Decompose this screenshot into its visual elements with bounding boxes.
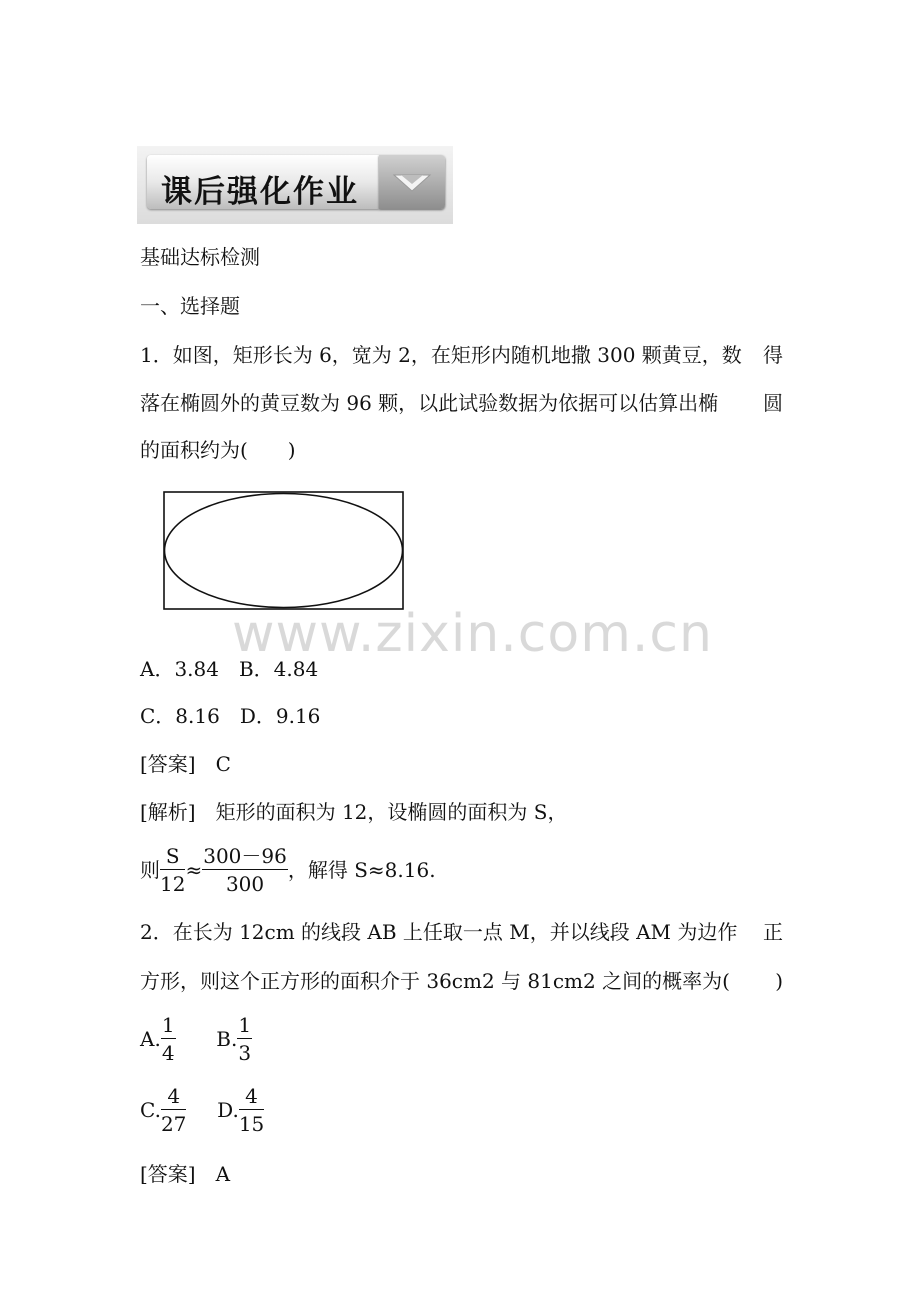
q2-line-1: [140, 920, 783, 944]
fraction-denominator: 27: [160, 1112, 187, 1136]
option-b-label: B.: [216, 1027, 238, 1051]
q1-line-1-end: 得: [763, 343, 783, 367]
q1-options-row-1: A．3.84 B．4.84: [140, 657, 319, 681]
option-a-fraction: [161, 1014, 176, 1064]
q2-line-1-text: 2．在长为 12cm 的线段 AB 上任取一点 M，并以线段 AM 为边作: [140, 920, 738, 944]
banner-title-plate: [147, 155, 379, 209]
q1-analysis: [解析] 矩形的面积为 12，设椭圆的面积为 S，: [140, 800, 568, 824]
banner-title: 课后强化作业: [161, 174, 359, 210]
fraction-numerator: 1: [161, 1013, 175, 1037]
section-heading: 基础达标检测: [140, 245, 260, 269]
option-c-fraction: [161, 1085, 186, 1135]
figure-ellipse: [165, 494, 403, 608]
fraction-s-over-12: [160, 845, 185, 895]
q1-line-2: [140, 391, 783, 415]
section-subheading: 一、选择题: [140, 294, 240, 318]
fraction-numerator: 1: [238, 1013, 252, 1037]
fraction-numerator: S: [160, 845, 185, 870]
fraction-204-over-300: [202, 845, 288, 895]
option-d-label: D.: [217, 1098, 239, 1122]
fraction-denominator: 300: [225, 872, 265, 896]
approx-sign: ≈: [185, 858, 203, 882]
fraction-numerator: 4: [239, 1085, 264, 1110]
q2-options-row-1: [140, 1014, 252, 1064]
q1-formula: [140, 845, 436, 895]
formula-suffix: ，解得 S≈8.16.: [287, 858, 436, 882]
q2-options-row-2: [140, 1085, 264, 1135]
chevron-down-icon: [392, 171, 432, 195]
watermark: www.zixin.com.cn: [232, 604, 713, 664]
fraction-denominator: 15: [238, 1112, 265, 1136]
fraction-denominator: 4: [161, 1041, 175, 1065]
q1-line-2-end: 圆: [763, 391, 783, 415]
banner-arrow-box: [379, 155, 445, 209]
section-banner: [137, 146, 453, 224]
q1-options-row-2: C．8.16 D．9.16: [140, 704, 321, 728]
option-c-label: C.: [140, 1098, 161, 1122]
q1-line-2-text: 落在椭圆外的黄豆数为 96 颗，以此试验数据为依据可以估算出椭: [140, 391, 719, 415]
option-d-fraction: [239, 1085, 264, 1135]
rectangle-ellipse-figure: [162, 490, 408, 614]
fraction-numerator: 4: [161, 1085, 186, 1110]
q1-line-3: 的面积约为( ): [140, 438, 296, 462]
fraction-denominator: 3: [238, 1041, 252, 1065]
fraction-numerator: 300－96: [203, 844, 287, 868]
q1-answer: [答案] C: [140, 752, 231, 776]
option-a-label: A.: [140, 1027, 161, 1051]
fraction-denominator: 12: [160, 872, 186, 896]
q2-line-2-end: ): [775, 969, 783, 993]
option-b-fraction: [237, 1014, 252, 1064]
formula-prefix: 则: [140, 858, 160, 882]
q1-line-1: [140, 343, 783, 367]
q2-line-2-text: 方形，则这个正方形的面积介于 36cm2 与 81cm2 之间的概率为(: [140, 969, 770, 993]
q1-line-1-text: 1．如图，矩形长为 6，宽为 2，在矩形内随机地撒 300 颗黄豆，数: [140, 343, 742, 367]
q2-line-1-end: 正: [763, 920, 783, 944]
q2-answer: [答案] A: [140, 1162, 231, 1186]
q2-line-2: [140, 969, 783, 993]
